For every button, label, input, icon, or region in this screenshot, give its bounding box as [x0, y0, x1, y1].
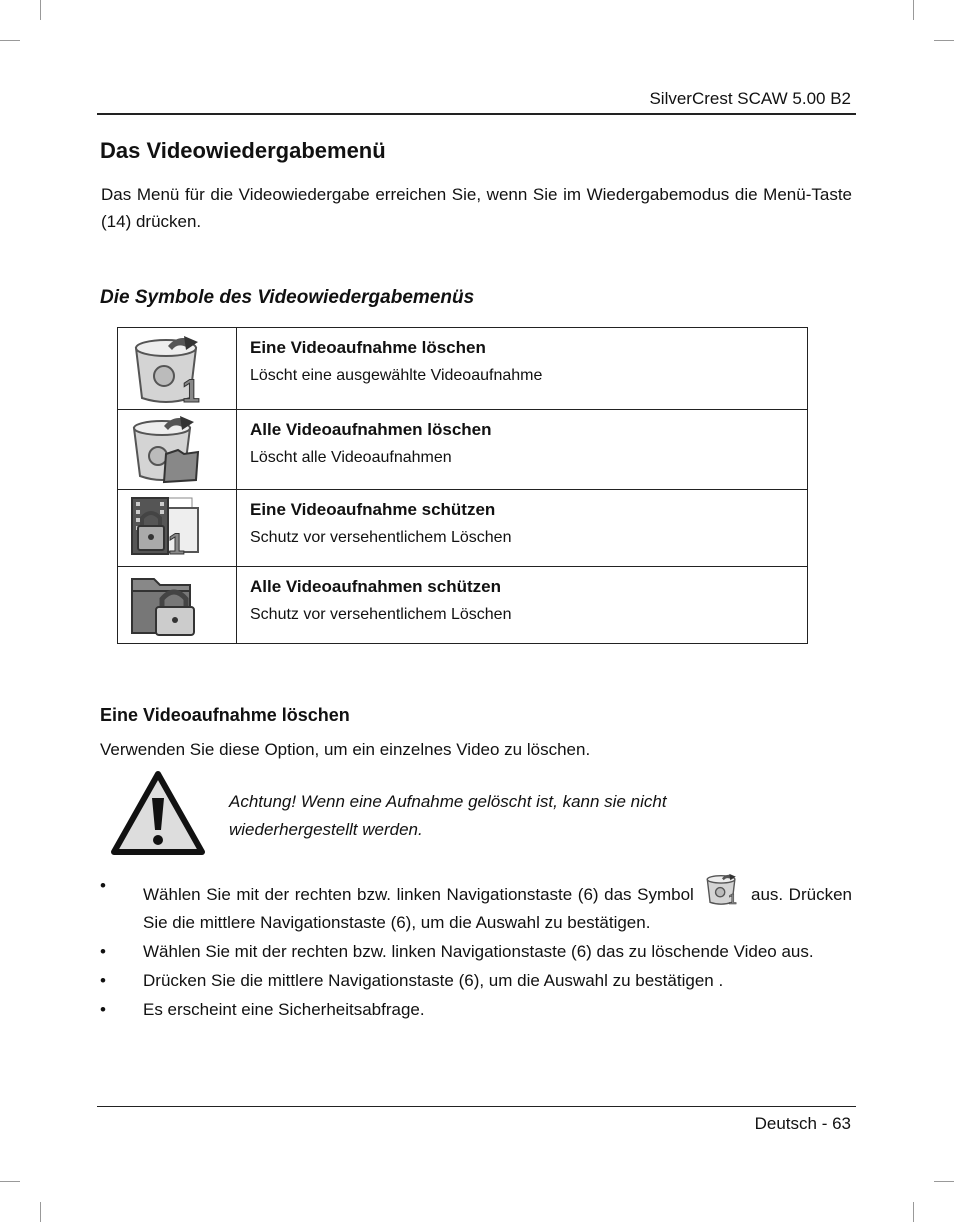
table-row	[118, 410, 808, 490]
icon-cell	[118, 490, 237, 567]
crop-mark	[934, 1181, 954, 1182]
symbol-title: Eine Videoaufnahme schützen	[250, 500, 496, 519]
symbol-description: Löscht eine ausgewählte Videoaufnahme	[250, 367, 543, 384]
folder-lock-icon	[128, 571, 208, 637]
text-cell	[237, 567, 808, 644]
text-cell	[237, 328, 808, 410]
symbols-table	[117, 327, 808, 644]
symbols-heading: Die Symbole des Videowiedergabemenüs	[100, 287, 475, 308]
crop-mark	[913, 1202, 914, 1222]
list-item	[0, 938, 852, 966]
footer-rule	[97, 1106, 856, 1107]
icon-cell	[118, 567, 237, 644]
bullet: •	[100, 942, 106, 961]
steps-list	[0, 872, 852, 1025]
page-footer: Deutsch - 63	[754, 1114, 851, 1133]
intro-paragraph: Das Menü für die Videowiedergabe erreichen Sie, wenn Sie im Wiedergabemodus die Menü-Taste (14) drücken.	[101, 185, 852, 231]
crop-mark	[0, 1181, 20, 1182]
symbol-title: Alle Videoaufnahmen schützen	[250, 577, 501, 596]
crop-mark	[0, 40, 20, 41]
step-text: Wählen Sie mit der rechten bzw. linken Navigationstaste (6) das zu löschende Video aus.	[143, 942, 814, 961]
symbol-description: Schutz vor versehentlichem Löschen	[250, 529, 512, 546]
svg-text:1: 1	[182, 373, 200, 406]
bullet: •	[100, 1000, 106, 1019]
icon-cell	[118, 328, 237, 410]
running-header: SilverCrest SCAW 5.00 B2	[649, 89, 851, 108]
step-text: Drücken Sie die mittlere Navigationstaste (6), um die Auswahl zu bestätigen .	[143, 971, 724, 990]
warning-text	[229, 788, 749, 844]
page-title: Das Videowiedergabemenü	[100, 138, 386, 163]
svg-text:1: 1	[168, 528, 185, 560]
section-text: Verwenden Sie diese Option, um ein einzelnes Video zu löschen.	[100, 740, 591, 759]
step-text: aus. Drücken Sie die mittlere Navigationstaste (6), um die Auswahl zu bestätigen.	[143, 885, 852, 932]
text-cell	[237, 490, 808, 567]
film-lock-one-icon	[128, 494, 208, 560]
section-title: Eine Videoaufnahme löschen	[100, 705, 350, 725]
step-text: Es erscheint eine Sicherheitsabfrage.	[143, 1000, 425, 1019]
bullet: •	[100, 971, 106, 990]
svg-text:1: 1	[728, 892, 738, 906]
symbol-description: Löscht alle Videoaufnahmen	[250, 449, 452, 466]
symbol-title: Alle Videoaufnahmen löschen	[250, 420, 492, 439]
header-rule	[97, 113, 856, 115]
warning-line: wiederhergestellt werden.	[229, 820, 423, 839]
step-text: Wählen Sie mit der rechten bzw. linken Navigationstaste (6) das Symbol	[143, 885, 694, 904]
crop-mark	[40, 0, 41, 20]
trash-restore-folder-icon	[128, 414, 208, 486]
crop-mark	[934, 40, 954, 41]
list-item	[0, 967, 852, 995]
trash-restore-one-icon	[128, 332, 208, 406]
crop-mark	[913, 0, 914, 20]
table-row	[118, 490, 808, 567]
icon-cell	[118, 410, 237, 490]
crop-mark	[40, 1202, 41, 1222]
symbol-title: Eine Videoaufnahme löschen	[250, 338, 486, 357]
trash-restore-one-icon	[701, 872, 743, 906]
list-item	[0, 872, 852, 937]
symbol-description: Schutz vor versehentlichem Löschen	[250, 606, 512, 623]
bullet: •	[100, 876, 106, 895]
table-row	[118, 567, 808, 644]
text-cell	[237, 410, 808, 490]
list-item	[0, 996, 852, 1024]
table-row	[118, 328, 808, 410]
warning-triangle-icon	[110, 770, 206, 856]
warning-line: Achtung! Wenn eine Aufnahme gelöscht ist, kann sie nicht	[229, 792, 667, 811]
